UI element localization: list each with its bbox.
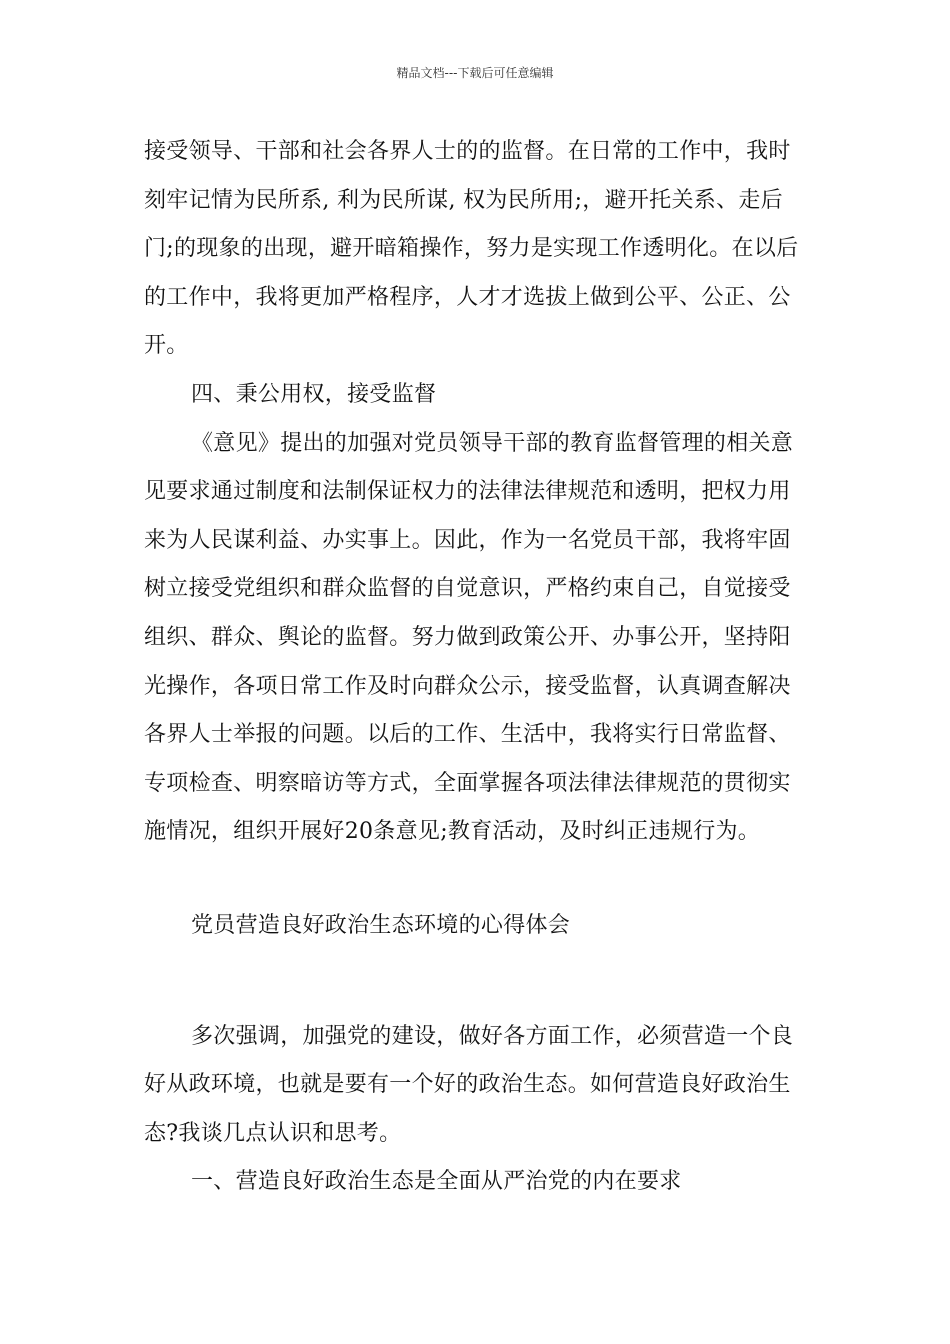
body-line: 门;的现象的出现，避开暗箱操作，努力是实现工作透明化。在以后 bbox=[144, 236, 799, 262]
body-line: 各界人士举报的问题。以后的工作、生活中，我将实行日常监督、 bbox=[144, 722, 791, 748]
body-line: 开。 bbox=[144, 333, 189, 359]
body-line: 组织、群众、舆论的监督。努力做到政策公开、办事公开，坚持阳 bbox=[144, 624, 791, 650]
document-body bbox=[144, 128, 812, 1207]
body-line: 接受领导、干部和社会各界人士的的监督。在日常的工作中，我时 bbox=[144, 139, 791, 164]
body-line: 树立接受党组织和群众监督的自觉意识，严格约束自己，自觉接受 bbox=[144, 576, 791, 602]
body-line: 来为人民谋利益、办实事上。因此，作为一名党员干部，我将牢固 bbox=[144, 527, 791, 553]
body-line: 刻牢记情为民所系, 利为民所谋, 权为民所用;，避开托关系、走后 bbox=[144, 187, 783, 213]
article-title: 党员营造良好政治生态环境的心得体会 bbox=[191, 912, 571, 938]
body-line: 好从政环境，也就是要有一个好的政治生态。如何营造良好政治生 bbox=[144, 1072, 791, 1098]
section-heading: 四、秉公用权，接受监督 bbox=[191, 381, 437, 407]
body-line: 光操作，各项日常工作及时向群众公示，接受监督，认真调查解决 bbox=[144, 673, 791, 699]
paragraph-first-line: 《意见》提出的加强对党员领导干部的教育监督管理的相关意 bbox=[191, 430, 794, 456]
paragraph-first-line: 多次强调，加强党的建设，做好各方面工作，必须营造一个良 bbox=[191, 1023, 794, 1049]
section-heading: 一、营造良好政治生态是全面从严治党的内在要求 bbox=[191, 1169, 682, 1195]
body-line: 专项检查、明察暗访等方式，全面掌握各项法律法律规范的贯彻实 bbox=[144, 770, 791, 796]
body-line: 见要求通过制度和法制保证权力的法律法律规范和透明，把权力用 bbox=[144, 479, 791, 505]
body-line: 施情况，组织开展好20条意见;教育活动，及时纠正违规行为。 bbox=[144, 819, 761, 845]
page-header: 精品文档---下载后可任意编辑 bbox=[396, 66, 554, 80]
spacer bbox=[144, 857, 812, 902]
spacer bbox=[144, 951, 812, 1013]
body-line: 的工作中，我将更加严格程序，人才才选拔上做到公平、公正、公 bbox=[144, 284, 791, 310]
body-line: 态?我谈几点认识和思考。 bbox=[144, 1120, 402, 1146]
